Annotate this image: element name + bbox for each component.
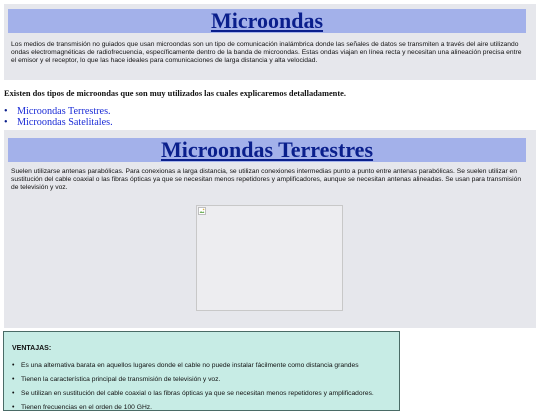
types-heading: Existen dos tipos de microondas que son muy utilizados las cuales explicaremos detalladamente.: [4, 89, 346, 98]
broken-image-icon: [198, 207, 206, 215]
link-satelitales[interactable]: Microondas Satelitales.: [17, 117, 113, 129]
bullet-icon: •: [12, 376, 15, 383]
list-item: [12, 390, 374, 404]
bullet-icon: •: [4, 106, 8, 117]
link-terrestres[interactable]: Microondas Terrestres.: [17, 106, 111, 117]
ventaja-text: Tienen frecuencias en el orden de 100 GHz.: [21, 404, 152, 411]
ventajas-list: [12, 362, 374, 418]
bullet-icon: •: [12, 390, 15, 397]
ventajas-title: VENTAJAS:: [12, 345, 52, 352]
bullet-icon: •: [12, 404, 15, 411]
list-item: [12, 404, 374, 418]
list-item[interactable]: [4, 117, 113, 128]
ventaja-text: Tienen la característica principal de transmisión de televisión y voz.: [21, 376, 221, 383]
bullet-icon: •: [12, 362, 15, 369]
intro-title: Microondas: [8, 9, 526, 33]
list-item: [12, 362, 374, 376]
broken-image: [196, 205, 343, 311]
types-list: [4, 106, 113, 128]
ventaja-text: Es una alternativa barata en aquellos lugares donde el cable no puede instalar fácilmente como distancia grandes: [21, 362, 359, 369]
bullet-icon: •: [4, 117, 8, 129]
list-item[interactable]: [4, 106, 113, 117]
intro-paragraph: Los medios de transmisión no guiados que usan microondas son un tipo de comunicación inalámbrica donde las señales de datos se transmiten a través del aire utilizando ondas electromagnéticas de radiofrecuencia, específicamente dentro de la banda de microondas. Estas ondas viajan en línea recta y necesitan una alineación precisa entre el emisor y el receptor, lo que las hace ideales para comunicaciones de larga distancia y alta velocidad.: [11, 41, 522, 65]
list-item: [12, 376, 374, 390]
terrestres-paragraph: Suelen utilizarse antenas parabólicas. Para conexionas a larga distancia, se utilizan conexiones intermedias punto a punto entre antenas parabólicas. Se suelen utilizar en sustitución del cable coaxial o las fibras ópticas ya que se necesitan menos repetidores y amplificadores, aunque se necesitan antenas alineadas. Se usan para transmisión de televisión y voz.: [11, 168, 522, 192]
ventaja-text: Se utilizan en sustitución del cable coaxial o las fibras ópticas ya que se necesitan menos repetidores y amplificadores.: [21, 390, 374, 397]
terrestres-title: Microondas Terrestres: [8, 138, 526, 162]
